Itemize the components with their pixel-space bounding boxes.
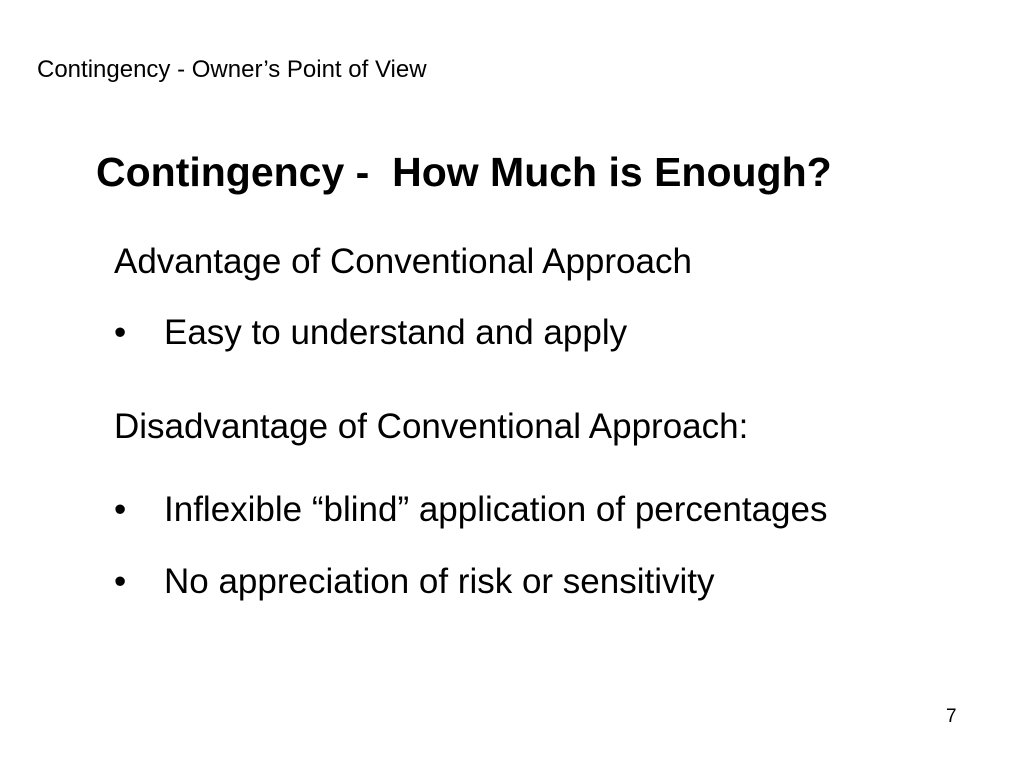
bullet-text: Easy to understand and apply [164, 313, 628, 352]
bullet-text: No appreciation of risk or sensitivity [164, 562, 715, 601]
bullet-icon: • [114, 562, 127, 601]
advantage-heading: Advantage of Conventional Approach [114, 242, 692, 281]
page-number: 7 [946, 706, 957, 727]
slide-title: Contingency - How Much is Enough? [96, 149, 832, 195]
bullet-icon: • [114, 313, 127, 352]
disadvantage-heading: Disadvantage of Conventional Approach: [114, 407, 749, 446]
bullet-text: Inflexible “blind” application of percentages [164, 490, 828, 529]
header-title: Contingency - Owner’s Point of View [37, 56, 427, 83]
bullet-icon: • [114, 490, 127, 529]
